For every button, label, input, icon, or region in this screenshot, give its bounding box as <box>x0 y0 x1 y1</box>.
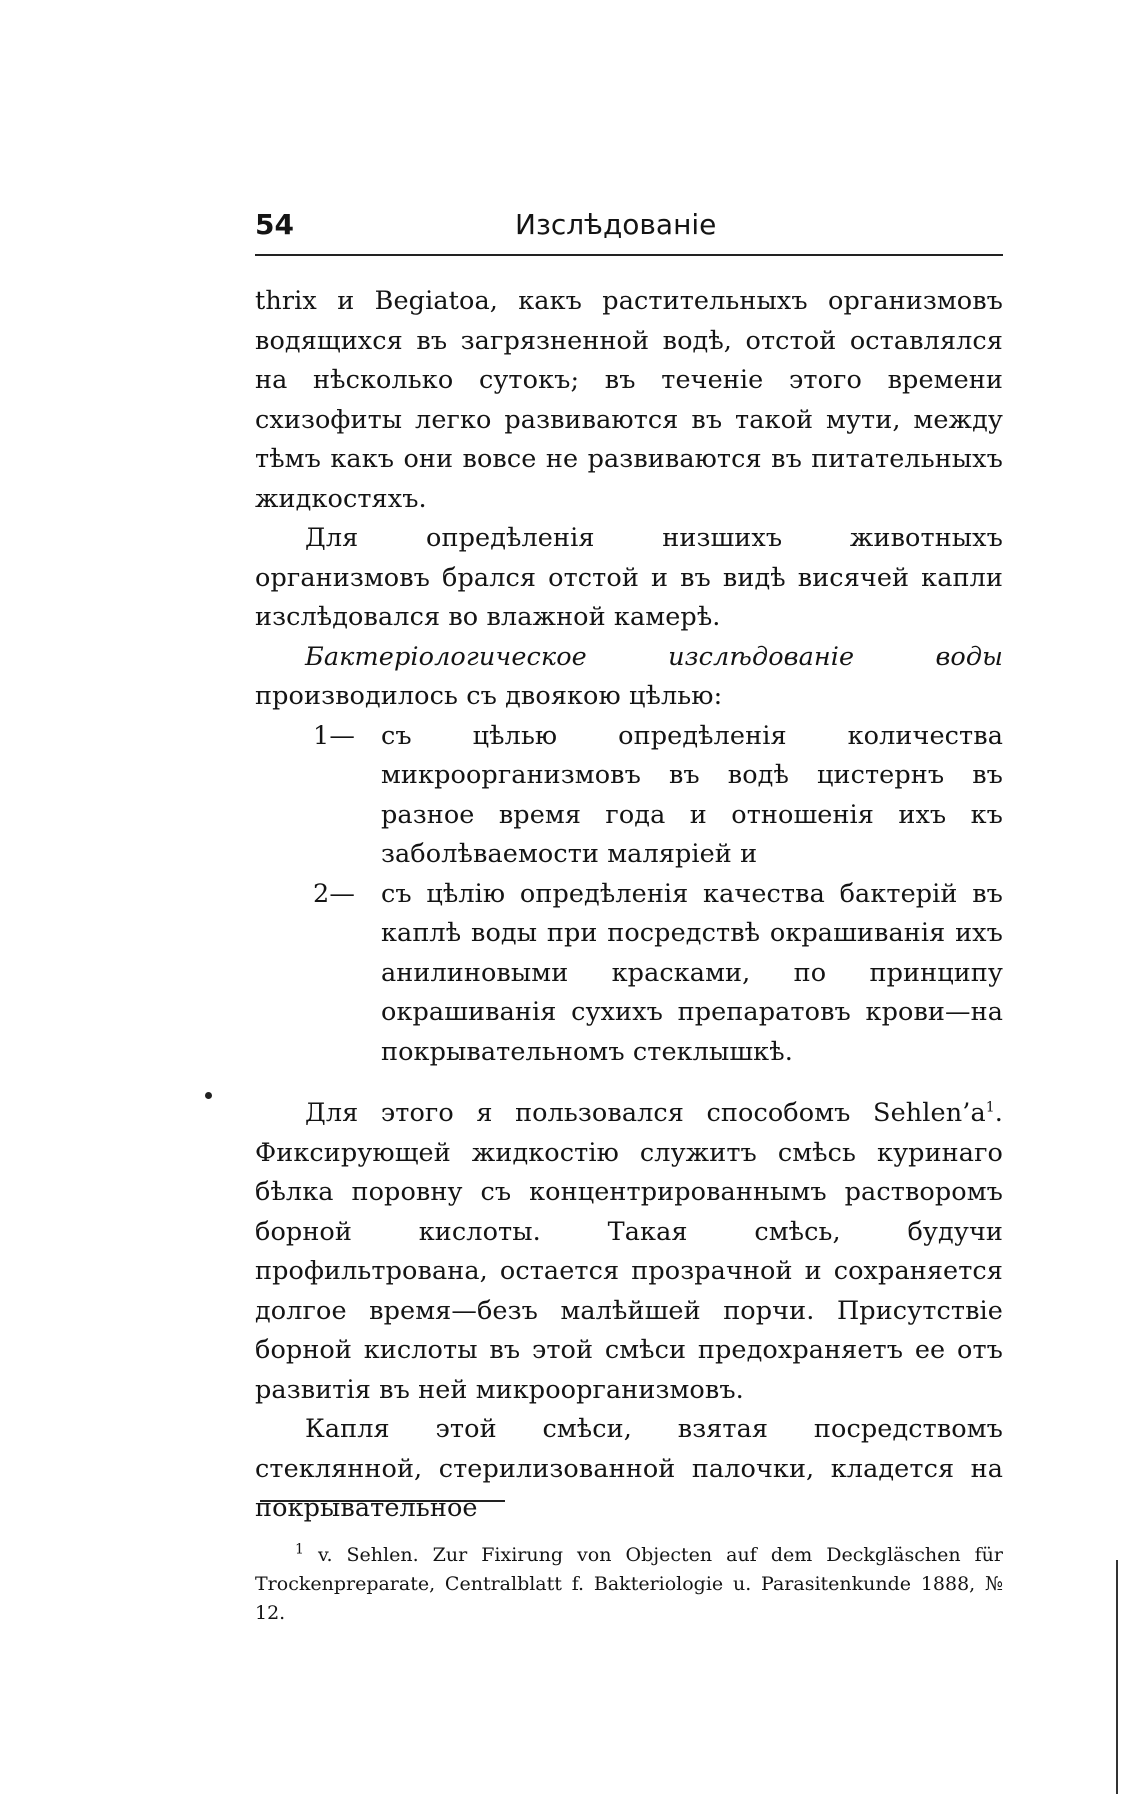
list-item-number: 1— <box>313 720 355 751</box>
paragraph-continuation: thrix и Begiatoa, какъ растительныхъ организмовъ водящихся въ загрязненной водѣ, отстой оставлялся на нѣсколько сутокъ; въ теченіе этого времени схизофиты легко развиваются въ такой мути, между тѣмъ какъ они вовсе не развиваются въ питательныхъ жидкостяхъ. <box>255 286 1003 514</box>
page-number: 54 <box>255 208 294 241</box>
list-item-text: съ цѣлiю опредѣленія качества бактерiй въ каплѣ воды при посредствѣ окрашиванія ихъ анилиновыми красками, по принципу окрашиванія сухихъ препаратовъ крови—на покрывательномъ стеклышкѣ. <box>381 878 1003 1067</box>
paragraph-sehlen-start: Для этого я пользовался способомъ Sehlen’a <box>305 1098 986 1128</box>
paragraph-drop: Капля этой смѣси, взятая посредствомъ стеклянной, стерилизованной палочки, кладется на покрывательное <box>255 1414 1003 1523</box>
list-item <box>313 875 1003 1073</box>
page-header <box>255 206 1003 246</box>
list-item-text: съ цѣлью опредѣленія количества микроорганизмовъ въ водѣ цистернъ въ разное время года и отношенія ихъ къ заболѣваемости малярiей и <box>381 720 1003 869</box>
running-title: Изслѣдованіе <box>515 208 717 241</box>
paragraph-sehlen-end: . Фиксирующей жидкостію служитъ смѣсь куринаго бѣлка поровну съ концентрированнымъ растворомъ борной кислоты. Такая смѣсь, будучи профильтрована, остается прозрачной и сохраняется долгое время—безъ малѣйшей порчи. Присутствіе борной кислоты въ этой смѣси предохраняетъ ее отъ развитія въ ней микроорганизмовъ. <box>255 1098 1003 1405</box>
footnote-text: v. Sehlen. Zur Fixirung von Objecten auf dem Deckgläschen für Trockenpreparate, Centralblatt f. Bakteriologie u. Parasitenkunde 1888, № 12. <box>255 1544 1003 1624</box>
margin-line <box>1116 1560 1118 1794</box>
paragraph-bacteriological <box>255 638 1003 717</box>
paragraph-lower-organisms: Для опредѣленія низшихъ животныхъ организмовъ брался отстой и въ видѣ висячей капли изслѣдовался во влажной камерѣ. <box>255 523 1003 632</box>
list-item <box>313 717 1003 875</box>
paragraph-bacteriological-rest: производилось съ двоякою цѣлью: <box>255 681 723 711</box>
body-text <box>255 282 1003 1529</box>
paragraph-sehlen-method <box>255 1094 1003 1410</box>
margin-dot <box>205 1092 212 1099</box>
footnote <box>255 1541 1003 1628</box>
footnote-reference: 1 <box>985 1099 995 1116</box>
purpose-list <box>313 717 1003 1073</box>
footnote-rule <box>260 1500 505 1502</box>
italic-heading: Бактеріологическое изслѣдованіе воды <box>305 641 1003 672</box>
list-item-number: 2— <box>313 878 355 909</box>
footnote-marker: 1 <box>295 1541 304 1558</box>
header-rule <box>255 254 1003 256</box>
